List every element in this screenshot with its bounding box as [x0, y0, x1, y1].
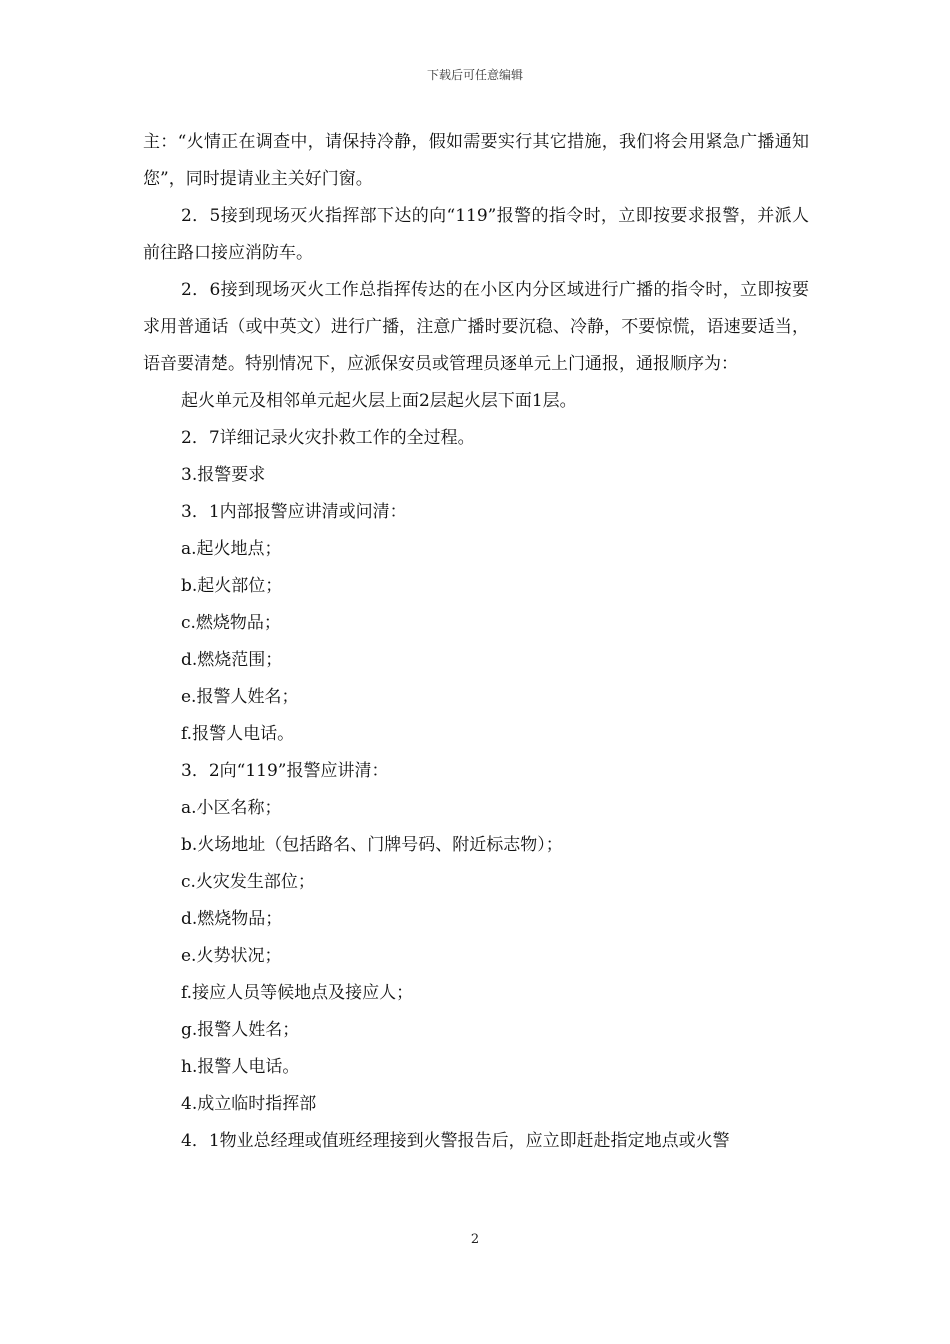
paragraph-notify-order: 起火单元及相邻单元起火层上面2层起火层下面1层。 [181, 391, 577, 411]
list-item: c.燃烧物品； [181, 613, 281, 633]
paragraph-2-7: 2．7详细记录火灾扑救工作的全过程。 [181, 428, 475, 448]
page-header: 下载后可任意编辑 [426, 68, 523, 82]
list-item: e.报警人姓名； [181, 687, 299, 707]
document-body [143, 124, 809, 1160]
paragraph-4-1: 4．1物业总经理或值班经理接到火警报告后，应立即赶赴指定地点或火警 [181, 1131, 730, 1151]
section-3-2-heading: 3．2向“119”报警应讲清： [181, 761, 389, 781]
section-3-heading: 3.报警要求 [181, 465, 266, 485]
list-item: a.小区名称； [181, 798, 282, 818]
page-number: 2 [470, 1232, 480, 1247]
section-3-1-heading: 3．1内部报警应讲清或问清： [181, 502, 407, 522]
list-item: b.火场地址（包括路名、门牌号码、附近标志物）； [181, 835, 563, 855]
list-item: d.燃烧范围； [181, 650, 283, 670]
list-item: c.火灾发生部位； [181, 872, 315, 892]
list-item: a.起火地点； [181, 539, 282, 559]
list-item: g.报警人姓名； [181, 1020, 300, 1040]
list-item: d.燃烧物品； [181, 909, 283, 929]
paragraph-2-6: 2．6接到现场灭火工作总指挥传达的在小区内分区域进行广播的指令时，立即按要求用普通话（或中英文）进行广播，注意广播时要沉稳、冷静，不要惊慌，语速要适当，语音要清楚。特别情况下，应派保安员或管理员逐单元上门通报，通报顺序为： [143, 280, 809, 374]
paragraph-broadcast-notice: 主：“火情正在调查中，请保持冷静，假如需要实行其它措施，我们将会用紧急广播通知您”，同时提请业主关好门窗。 [143, 132, 809, 189]
list-item: b.起火部位； [181, 576, 283, 596]
paragraph-2-5: 2．5接到现场灭火指挥部下达的向“119”报警的指令时，立即按要求报警，并派人前往路口接应消防车。 [143, 206, 809, 263]
list-item: f.接应人员等候地点及接应人； [181, 983, 414, 1003]
list-item: h.报警人电话。 [181, 1057, 300, 1077]
list-item: f.报警人电话。 [181, 724, 295, 744]
list-item: e.火势状况； [181, 946, 282, 966]
section-4-heading: 4.成立临时指挥部 [181, 1094, 317, 1114]
